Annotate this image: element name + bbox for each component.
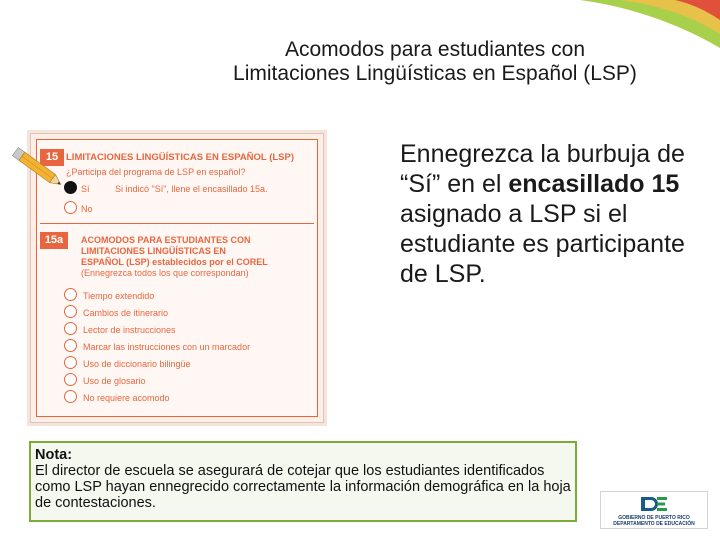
option-no-requiere: No requiere acomodo (83, 393, 170, 403)
instruction-part-1: Ennegrezca la burbuja de “Sí” en el (400, 140, 685, 198)
bubble-lector-instrucciones[interactable] (64, 322, 77, 335)
instruction-bold: encasillado 15 (508, 170, 680, 198)
bubble-glosario[interactable] (64, 373, 77, 386)
option-lector-instrucciones: Lector de instrucciones (83, 325, 176, 335)
section-15-question: ¿Participa del programa de LSP en español? (66, 167, 246, 177)
section-15a-instruction: (Ennegrezca todos los que correspondan) (81, 268, 249, 278)
slide-title (180, 38, 690, 86)
answer-sheet-excerpt (30, 133, 324, 423)
logo-mark-icon (639, 495, 669, 513)
section-15a-heading-3: ESPAÑOL (LSP) establecidos por el COREL (81, 257, 268, 267)
bubble-tiempo-extendido[interactable] (64, 288, 77, 301)
option-diccionario-bilingue: Uso de diccionario bilingüe (83, 359, 191, 369)
option-si-note: Si indicó "Sí", llene el encasillado 15a. (115, 184, 268, 194)
section-15-number: 15 (40, 149, 64, 166)
section-divider (40, 223, 314, 224)
bubble-diccionario-bilingue[interactable] (64, 356, 77, 369)
title-line-1: Acomodos para estudiantes con (284, 38, 586, 61)
section-15a-heading-1: ACOMODOS PARA ESTUDIANTES CON (81, 235, 251, 245)
option-marcar-instrucciones: Marcar las instrucciones con un marcador (83, 342, 251, 352)
note-label: Nota: (35, 447, 73, 463)
option-no-label: No (81, 204, 93, 214)
bubble-no-requiere[interactable] (64, 390, 77, 403)
option-tiempo-extendido: Tiempo extendido (83, 291, 155, 301)
answer-sheet-frame (36, 139, 318, 417)
section-15a-heading-2: LIMITACIONES LINGÜÍSTICAS EN (81, 246, 226, 256)
instruction-part-2: asignado a LSP si el estudiante es participante de LSP. (400, 200, 685, 288)
bubble-no[interactable] (64, 201, 77, 214)
bubble-marcar-instrucciones[interactable] (64, 339, 77, 352)
instruction-text (400, 139, 700, 289)
option-cambios-itinerario: Cambios de itinerario (83, 308, 169, 318)
section-15a-number: 15a (40, 232, 68, 249)
note-text: El director de escuela se asegurará de cotejar que los estudiantes identificados como LSP hayan ennegrecido correctamente la información demográfica en la hoja de contestaciones. (35, 463, 571, 511)
title-line-2: Limitaciones Lingüísticas en Español (LSP) (233, 62, 637, 85)
logo-line-1: GOBIERNO DE PUERTO RICO (618, 515, 690, 521)
department-logo (600, 491, 708, 529)
bubble-cambios-itinerario[interactable] (64, 305, 77, 318)
section-15-heading: LIMITACIONES LINGÜÍSTICAS EN ESPAÑOL (LSP) (66, 152, 295, 163)
option-si-label: Sí (81, 184, 90, 194)
pencil-icon (8, 148, 68, 188)
note-box (29, 441, 577, 522)
logo-line-2: DEPARTAMENTO DE EDUCACIÓN (613, 521, 695, 527)
option-glosario: Uso de glosario (83, 376, 146, 386)
